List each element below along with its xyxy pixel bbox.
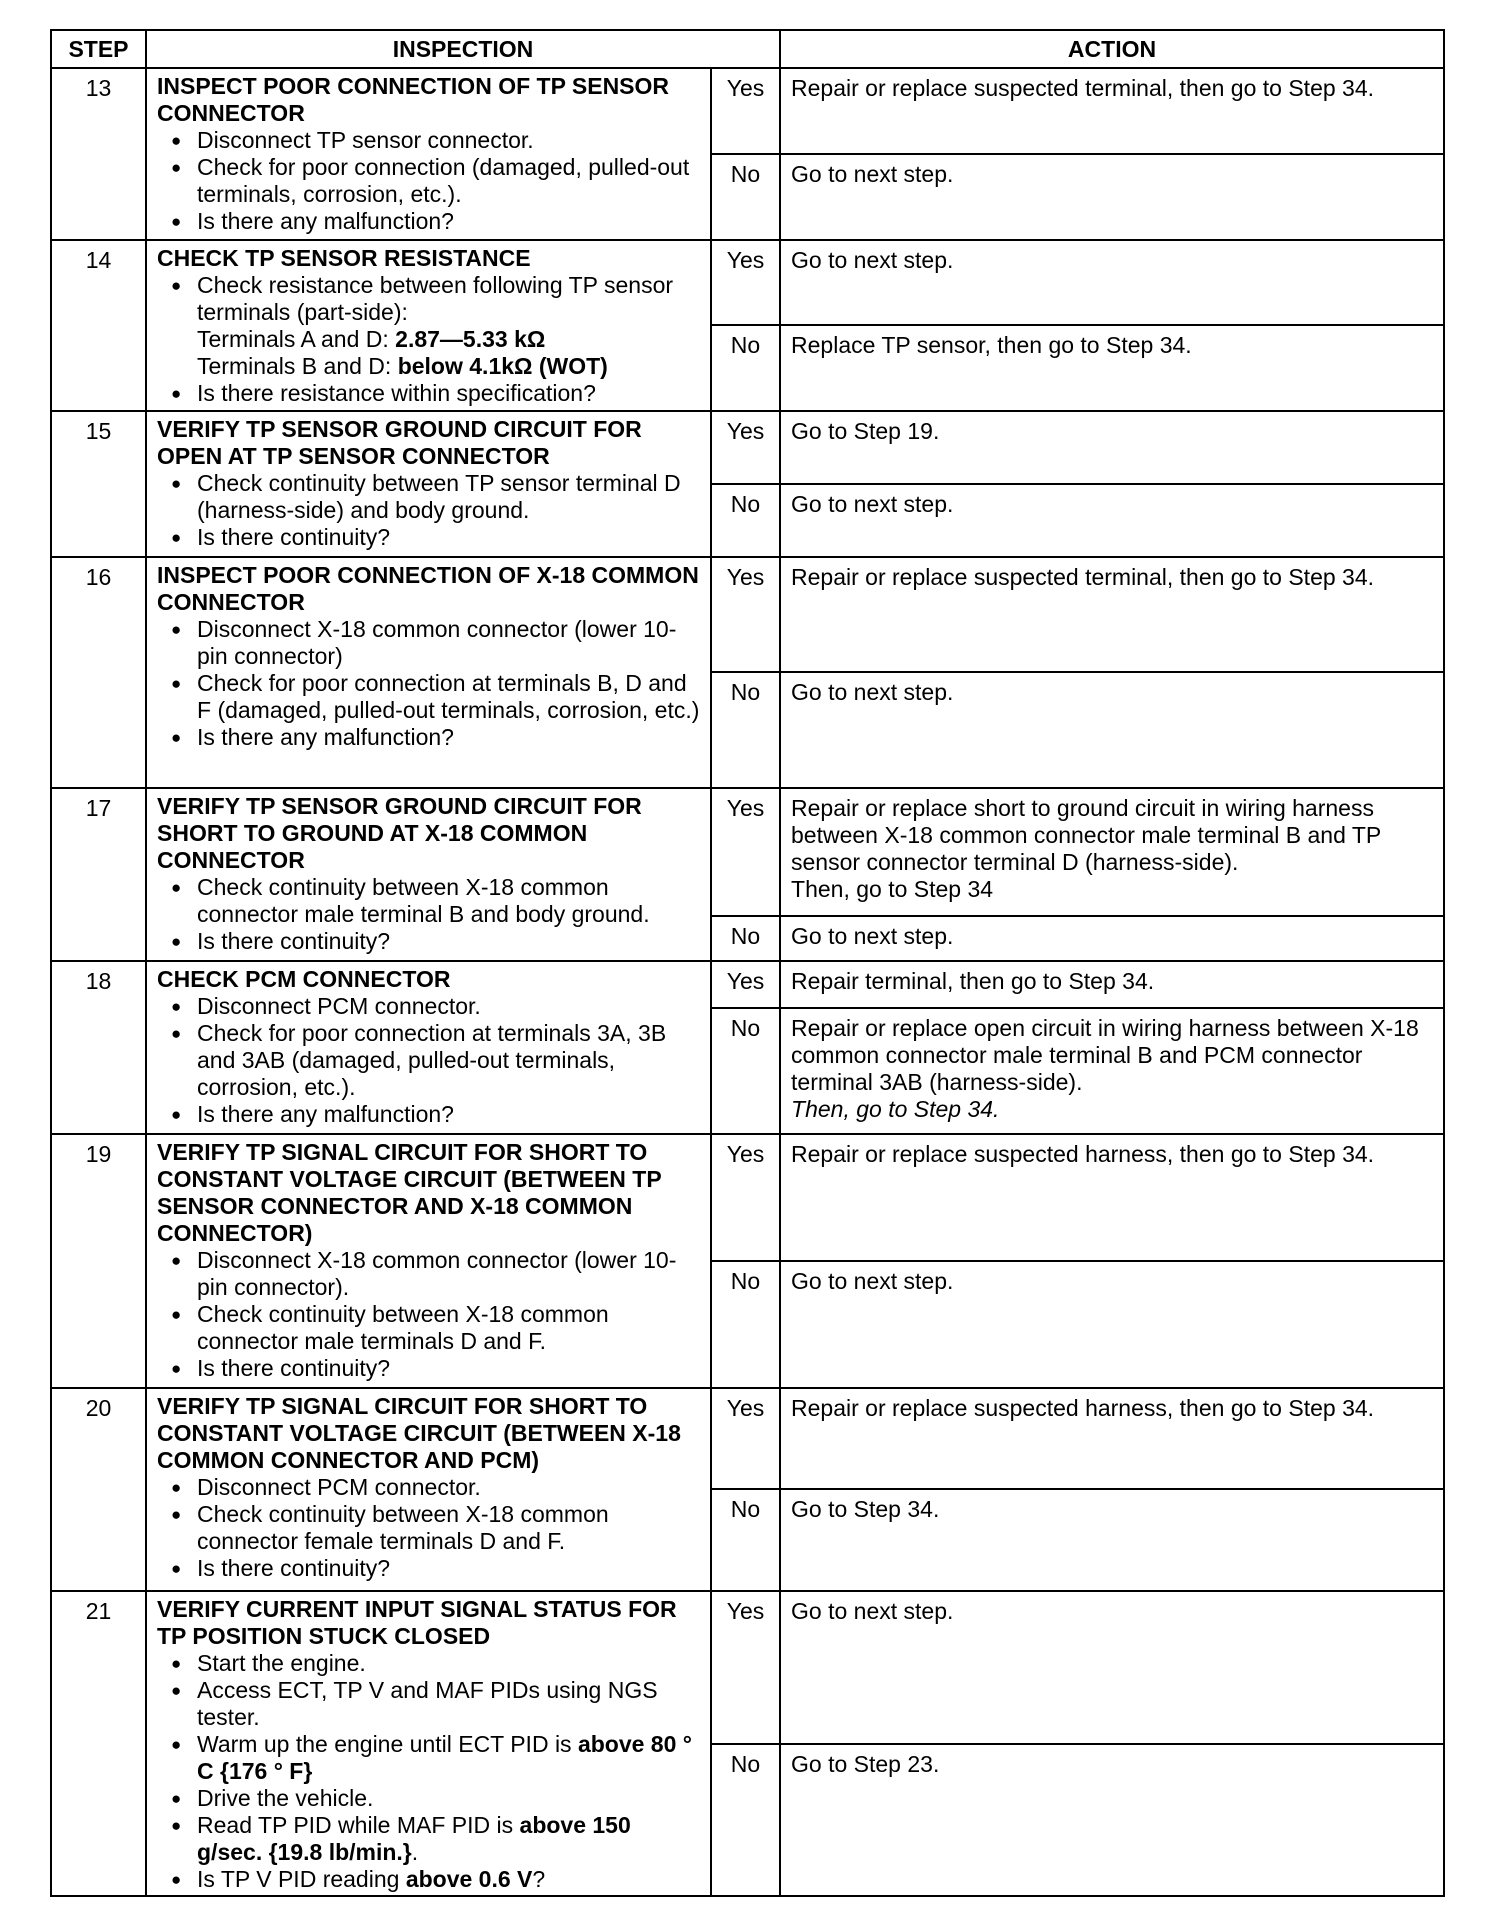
- item-end: ?: [532, 1866, 546, 1892]
- list-item: ● Check for poor connection at terminals 3A, 3B and 3AB (damaged, pulled-out terminals, corrosion, etc.).: [157, 1020, 700, 1101]
- yes-label: Yes: [711, 1134, 780, 1261]
- no-label: No: [711, 672, 780, 788]
- inspection-cell: [146, 557, 711, 788]
- no-label: No: [711, 1261, 780, 1388]
- list-item: ● Is there any malfunction?: [157, 208, 700, 235]
- yes-label: Yes: [711, 788, 780, 916]
- action-header: ACTION: [780, 30, 1444, 68]
- yes-action: Go to Step 19.: [780, 411, 1444, 484]
- list-item: ● Check resistance between following TP sensor terminals (part-side):: [157, 272, 700, 326]
- table-row: [51, 1591, 1444, 1744]
- step-number: 21: [51, 1591, 146, 1896]
- step-number: 13: [51, 68, 146, 240]
- item-end: .: [411, 1839, 419, 1865]
- inspection-cell: [146, 1388, 711, 1591]
- yes-action-cell: [780, 788, 1444, 916]
- table-row: [51, 411, 1444, 484]
- yes-action: Go to next step.: [780, 240, 1444, 325]
- yes-action: Repair or replace suspected harness, then go to Step 34.: [780, 1388, 1444, 1489]
- list-item: ● Drive the vehicle.: [157, 1785, 700, 1812]
- list-item: ● Check continuity between TP sensor terminal D (harness-side) and body ground.: [157, 470, 700, 524]
- list-item: ● Disconnect PCM connector.: [157, 1474, 700, 1501]
- inspection-cell: [146, 1134, 711, 1388]
- no-action: Go to Step 34.: [780, 1489, 1444, 1591]
- list-item: ● Is there any malfunction?: [157, 724, 700, 751]
- inspection-header: INSPECTION: [146, 30, 780, 68]
- inspection-title: CHECK TP SENSOR RESISTANCE: [157, 245, 531, 271]
- inspection-title: VERIFY TP SIGNAL CIRCUIT FOR SHORT TO CONSTANT VOLTAGE CIRCUIT (BETWEEN X-18 COMMON CONNECTOR AND PCM): [157, 1393, 681, 1473]
- no-action-cell: [780, 1008, 1444, 1134]
- inspection-cell: [146, 788, 711, 961]
- no-action: Repair or replace open circuit in wiring harness between X-18 common connector male terminal B and PCM connector terminal 3AB (harness-side).: [791, 1015, 1419, 1095]
- step-number: 20: [51, 1388, 146, 1591]
- yes-action: Repair or replace suspected harness, then go to Step 34.: [780, 1134, 1444, 1261]
- no-label: No: [711, 1744, 780, 1896]
- list-item: ● Check for poor connection at terminals B, D and F (damaged, pulled-out terminals, corrosion, etc.): [157, 670, 700, 724]
- no-label: No: [711, 325, 780, 411]
- no-label: No: [711, 916, 780, 961]
- list-item: ● Disconnect TP sensor connector.: [157, 127, 700, 154]
- no-action: Go to next step.: [780, 916, 1444, 961]
- no-action: Go to next step.: [780, 1261, 1444, 1388]
- no-label: No: [711, 1489, 780, 1591]
- list-item: [157, 1812, 700, 1866]
- list-item: ● Is there continuity?: [157, 1555, 700, 1582]
- yes-action: Go to next step.: [780, 1591, 1444, 1744]
- list-item: ● Check for poor connection (damaged, pulled-out terminals, corrosion, etc.).: [157, 154, 700, 208]
- spec-line: [157, 353, 700, 380]
- item-value: above 0.6 V: [405, 1866, 533, 1892]
- yes-label: Yes: [711, 1388, 780, 1489]
- table-row: [51, 240, 1444, 325]
- inspection-title: CHECK PCM CONNECTOR: [157, 966, 451, 992]
- no-label: No: [711, 484, 780, 557]
- list-item: ● Check continuity between X-18 common connector female terminals D and F.: [157, 1501, 700, 1555]
- inspection-title: INSPECT POOR CONNECTION OF X-18 COMMON CONNECTOR: [157, 562, 699, 615]
- yes-action: Repair or replace suspected terminal, then go to Step 34.: [780, 68, 1444, 154]
- inspection-title: INSPECT POOR CONNECTION OF TP SENSOR CONNECTOR: [157, 73, 670, 126]
- item-text: Warm up the engine until ECT PID is: [197, 1731, 578, 1757]
- list-item: [157, 1731, 700, 1785]
- spec-line: [157, 326, 700, 353]
- list-item: ● Is there resistance within specification?: [157, 380, 700, 407]
- inspection-cell: [146, 411, 711, 557]
- spec-label: Terminals A and D:: [197, 326, 396, 352]
- step-number: 15: [51, 411, 146, 557]
- list-item: ● Is there continuity?: [157, 928, 700, 955]
- step-number: 17: [51, 788, 146, 961]
- inspection-title: VERIFY TP SENSOR GROUND CIRCUIT FOR OPEN AT TP SENSOR CONNECTOR: [157, 416, 642, 469]
- table-row: [51, 1134, 1444, 1261]
- yes-label: Yes: [711, 240, 780, 325]
- yes-label: Yes: [711, 961, 780, 1008]
- yes-action: Repair or replace suspected terminal, then go to Step 34.: [780, 557, 1444, 672]
- yes-action-followup: Then, go to Step 34: [791, 876, 994, 902]
- list-item: [157, 1866, 700, 1893]
- list-item: ● Access ECT, TP V and MAF PIDs using NGS tester.: [157, 1677, 700, 1731]
- yes-action: Repair terminal, then go to Step 34.: [780, 961, 1444, 1008]
- no-action-followup: Then, go to Step 34.: [791, 1096, 1000, 1122]
- no-action: Go to next step.: [780, 154, 1444, 240]
- inspection-cell: [146, 961, 711, 1134]
- table-row: [51, 788, 1444, 916]
- list-item: ● Start the engine.: [157, 1650, 700, 1677]
- no-action: Go to next step.: [780, 672, 1444, 788]
- yes-label: Yes: [711, 557, 780, 672]
- header-row: [51, 30, 1444, 68]
- yes-label: Yes: [711, 68, 780, 154]
- spec-value: 2.87—5.33 kΩ: [395, 326, 546, 352]
- inspection-title: VERIFY TP SIGNAL CIRCUIT FOR SHORT TO CONSTANT VOLTAGE CIRCUIT (BETWEEN TP SENSOR CONNECTOR AND X-18 COMMON CONNECTOR): [157, 1139, 662, 1246]
- inspection-cell: [146, 1591, 711, 1896]
- yes-label: Yes: [711, 411, 780, 484]
- no-action: Replace TP sensor, then go to Step 34.: [780, 325, 1444, 411]
- table-row: [51, 1388, 1444, 1489]
- yes-action: Repair or replace short to ground circuit in wiring harness between X-18 common connector male terminal B and TP sensor connector terminal D (harness-side).: [791, 795, 1381, 875]
- inspection-title: VERIFY CURRENT INPUT SIGNAL STATUS FOR TP POSITION STUCK CLOSED: [157, 1596, 677, 1649]
- list-item: ● Is there continuity?: [157, 524, 700, 551]
- step-number: 18: [51, 961, 146, 1134]
- yes-label: Yes: [711, 1591, 780, 1744]
- table-row: [51, 557, 1444, 672]
- list-item: ● Is there continuity?: [157, 1355, 700, 1382]
- procedure-table: [50, 29, 1445, 1897]
- inspection-title: VERIFY TP SENSOR GROUND CIRCUIT FOR SHORT TO GROUND AT X-18 COMMON CONNECTOR: [157, 793, 642, 873]
- step-number: 19: [51, 1134, 146, 1388]
- no-label: No: [711, 1008, 780, 1134]
- item-value: above 150 g/sec. {19.8 lb/min.}: [197, 1812, 631, 1865]
- item-text: Is TP V PID reading: [197, 1866, 406, 1892]
- list-item: ● Is there any malfunction?: [157, 1101, 700, 1128]
- spec-value: below 4.1kΩ (WOT): [397, 353, 608, 379]
- list-item: ● Check continuity between X-18 common connector male terminal B and body ground.: [157, 874, 700, 928]
- item-text: Read TP PID while MAF PID is: [197, 1812, 520, 1838]
- table-row: [51, 68, 1444, 154]
- step-number: 14: [51, 240, 146, 411]
- step-header: STEP: [51, 30, 146, 68]
- no-action: Go to Step 23.: [780, 1744, 1444, 1896]
- no-label: No: [711, 154, 780, 240]
- step-number: 16: [51, 557, 146, 788]
- list-item: ● Disconnect PCM connector.: [157, 993, 700, 1020]
- item-value: above 80 ° C {176 ° F}: [197, 1731, 692, 1784]
- table-row: [51, 961, 1444, 1008]
- spec-label: Terminals B and D:: [197, 353, 398, 379]
- no-action: Go to next step.: [780, 484, 1444, 557]
- list-item: ● Disconnect X-18 common connector (lower 10-pin connector): [157, 616, 700, 670]
- list-item: ● Check continuity between X-18 common connector male terminals D and F.: [157, 1301, 700, 1355]
- inspection-cell: [146, 240, 711, 411]
- inspection-cell: [146, 68, 711, 240]
- list-item: ● Disconnect X-18 common connector (lower 10-pin connector).: [157, 1247, 700, 1301]
